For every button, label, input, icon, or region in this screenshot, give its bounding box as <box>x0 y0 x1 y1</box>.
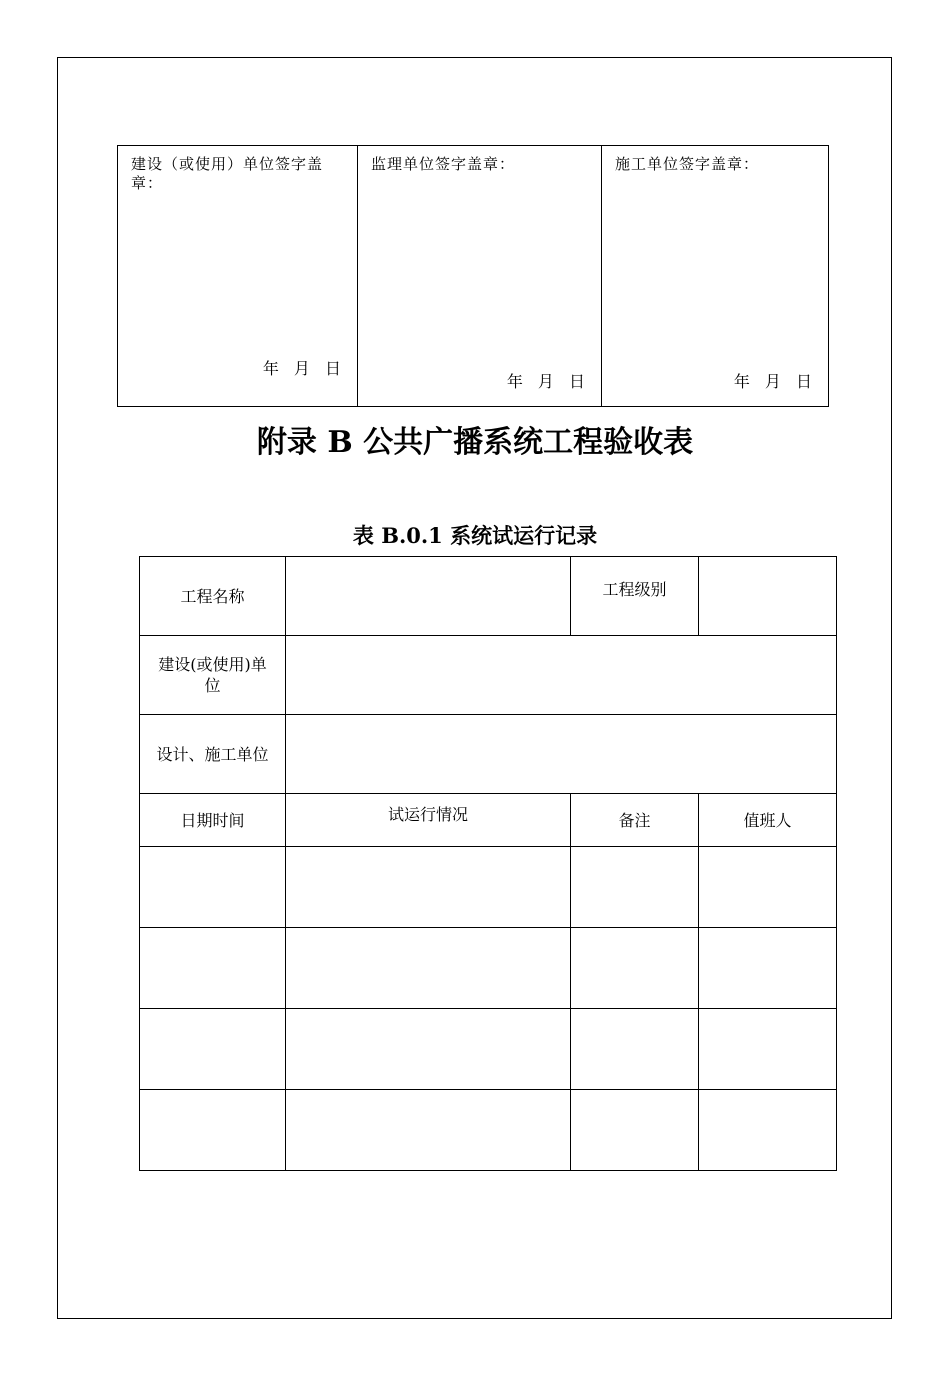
column-header-trial-status: 试运行情况 <box>286 794 571 847</box>
datetime-cell[interactable] <box>140 847 286 928</box>
duty-person-cell[interactable] <box>699 1009 837 1090</box>
table-row <box>140 847 837 928</box>
column-header-datetime: 日期时间 <box>140 794 286 847</box>
remarks-cell[interactable] <box>571 1090 699 1171</box>
datetime-cell[interactable] <box>140 928 286 1009</box>
duty-person-cell[interactable] <box>699 847 837 928</box>
construction-unit-value[interactable] <box>286 636 837 715</box>
construction-unit-date: 年 月 日 <box>262 359 341 378</box>
appendix-title: 附录 B 公共广播系统工程验收表 <box>256 425 694 460</box>
contractor-unit-signature-label: 施工单位签字盖章： <box>615 155 760 173</box>
supervision-unit-signature-cell <box>358 146 602 407</box>
remarks-cell[interactable] <box>571 1009 699 1090</box>
table-row <box>140 1009 837 1090</box>
construction-unit-signature-label: 建设（或使用）单位签字盖章： <box>131 155 324 192</box>
table-title: 表 B.0.1 系统试运行记录 <box>352 523 598 548</box>
supervision-unit-date: 年 月 日 <box>506 372 585 391</box>
trial-status-cell[interactable] <box>286 1090 571 1171</box>
duty-person-cell[interactable] <box>699 928 837 1009</box>
construction-unit-signature-cell <box>118 146 358 407</box>
column-header-remarks: 备注 <box>571 794 699 847</box>
datetime-cell[interactable] <box>140 1090 286 1171</box>
table-row <box>140 928 837 1009</box>
duty-person-cell[interactable] <box>699 1090 837 1171</box>
signature-table <box>117 145 829 407</box>
project-name-value[interactable] <box>286 557 571 636</box>
table-row <box>140 1090 837 1171</box>
trial-status-cell[interactable] <box>286 847 571 928</box>
trial-run-record-table <box>139 556 837 1171</box>
project-level-label: 工程级别 <box>571 557 699 636</box>
design-construction-unit-label: 设计、施工单位 <box>140 715 286 794</box>
remarks-cell[interactable] <box>571 928 699 1009</box>
datetime-cell[interactable] <box>140 1009 286 1090</box>
contractor-unit-signature-cell <box>602 146 829 407</box>
supervision-unit-signature-label: 监理单位签字盖章： <box>371 155 516 173</box>
design-construction-unit-value[interactable] <box>286 715 837 794</box>
contractor-unit-date: 年 月 日 <box>733 372 812 391</box>
construction-unit-label: 建设(或使用)单位 <box>140 636 286 715</box>
trial-status-cell[interactable] <box>286 1009 571 1090</box>
remarks-cell[interactable] <box>571 847 699 928</box>
project-level-value[interactable] <box>699 557 837 636</box>
trial-status-cell[interactable] <box>286 928 571 1009</box>
project-name-label: 工程名称 <box>140 557 286 636</box>
column-header-duty-person: 值班人 <box>699 794 837 847</box>
